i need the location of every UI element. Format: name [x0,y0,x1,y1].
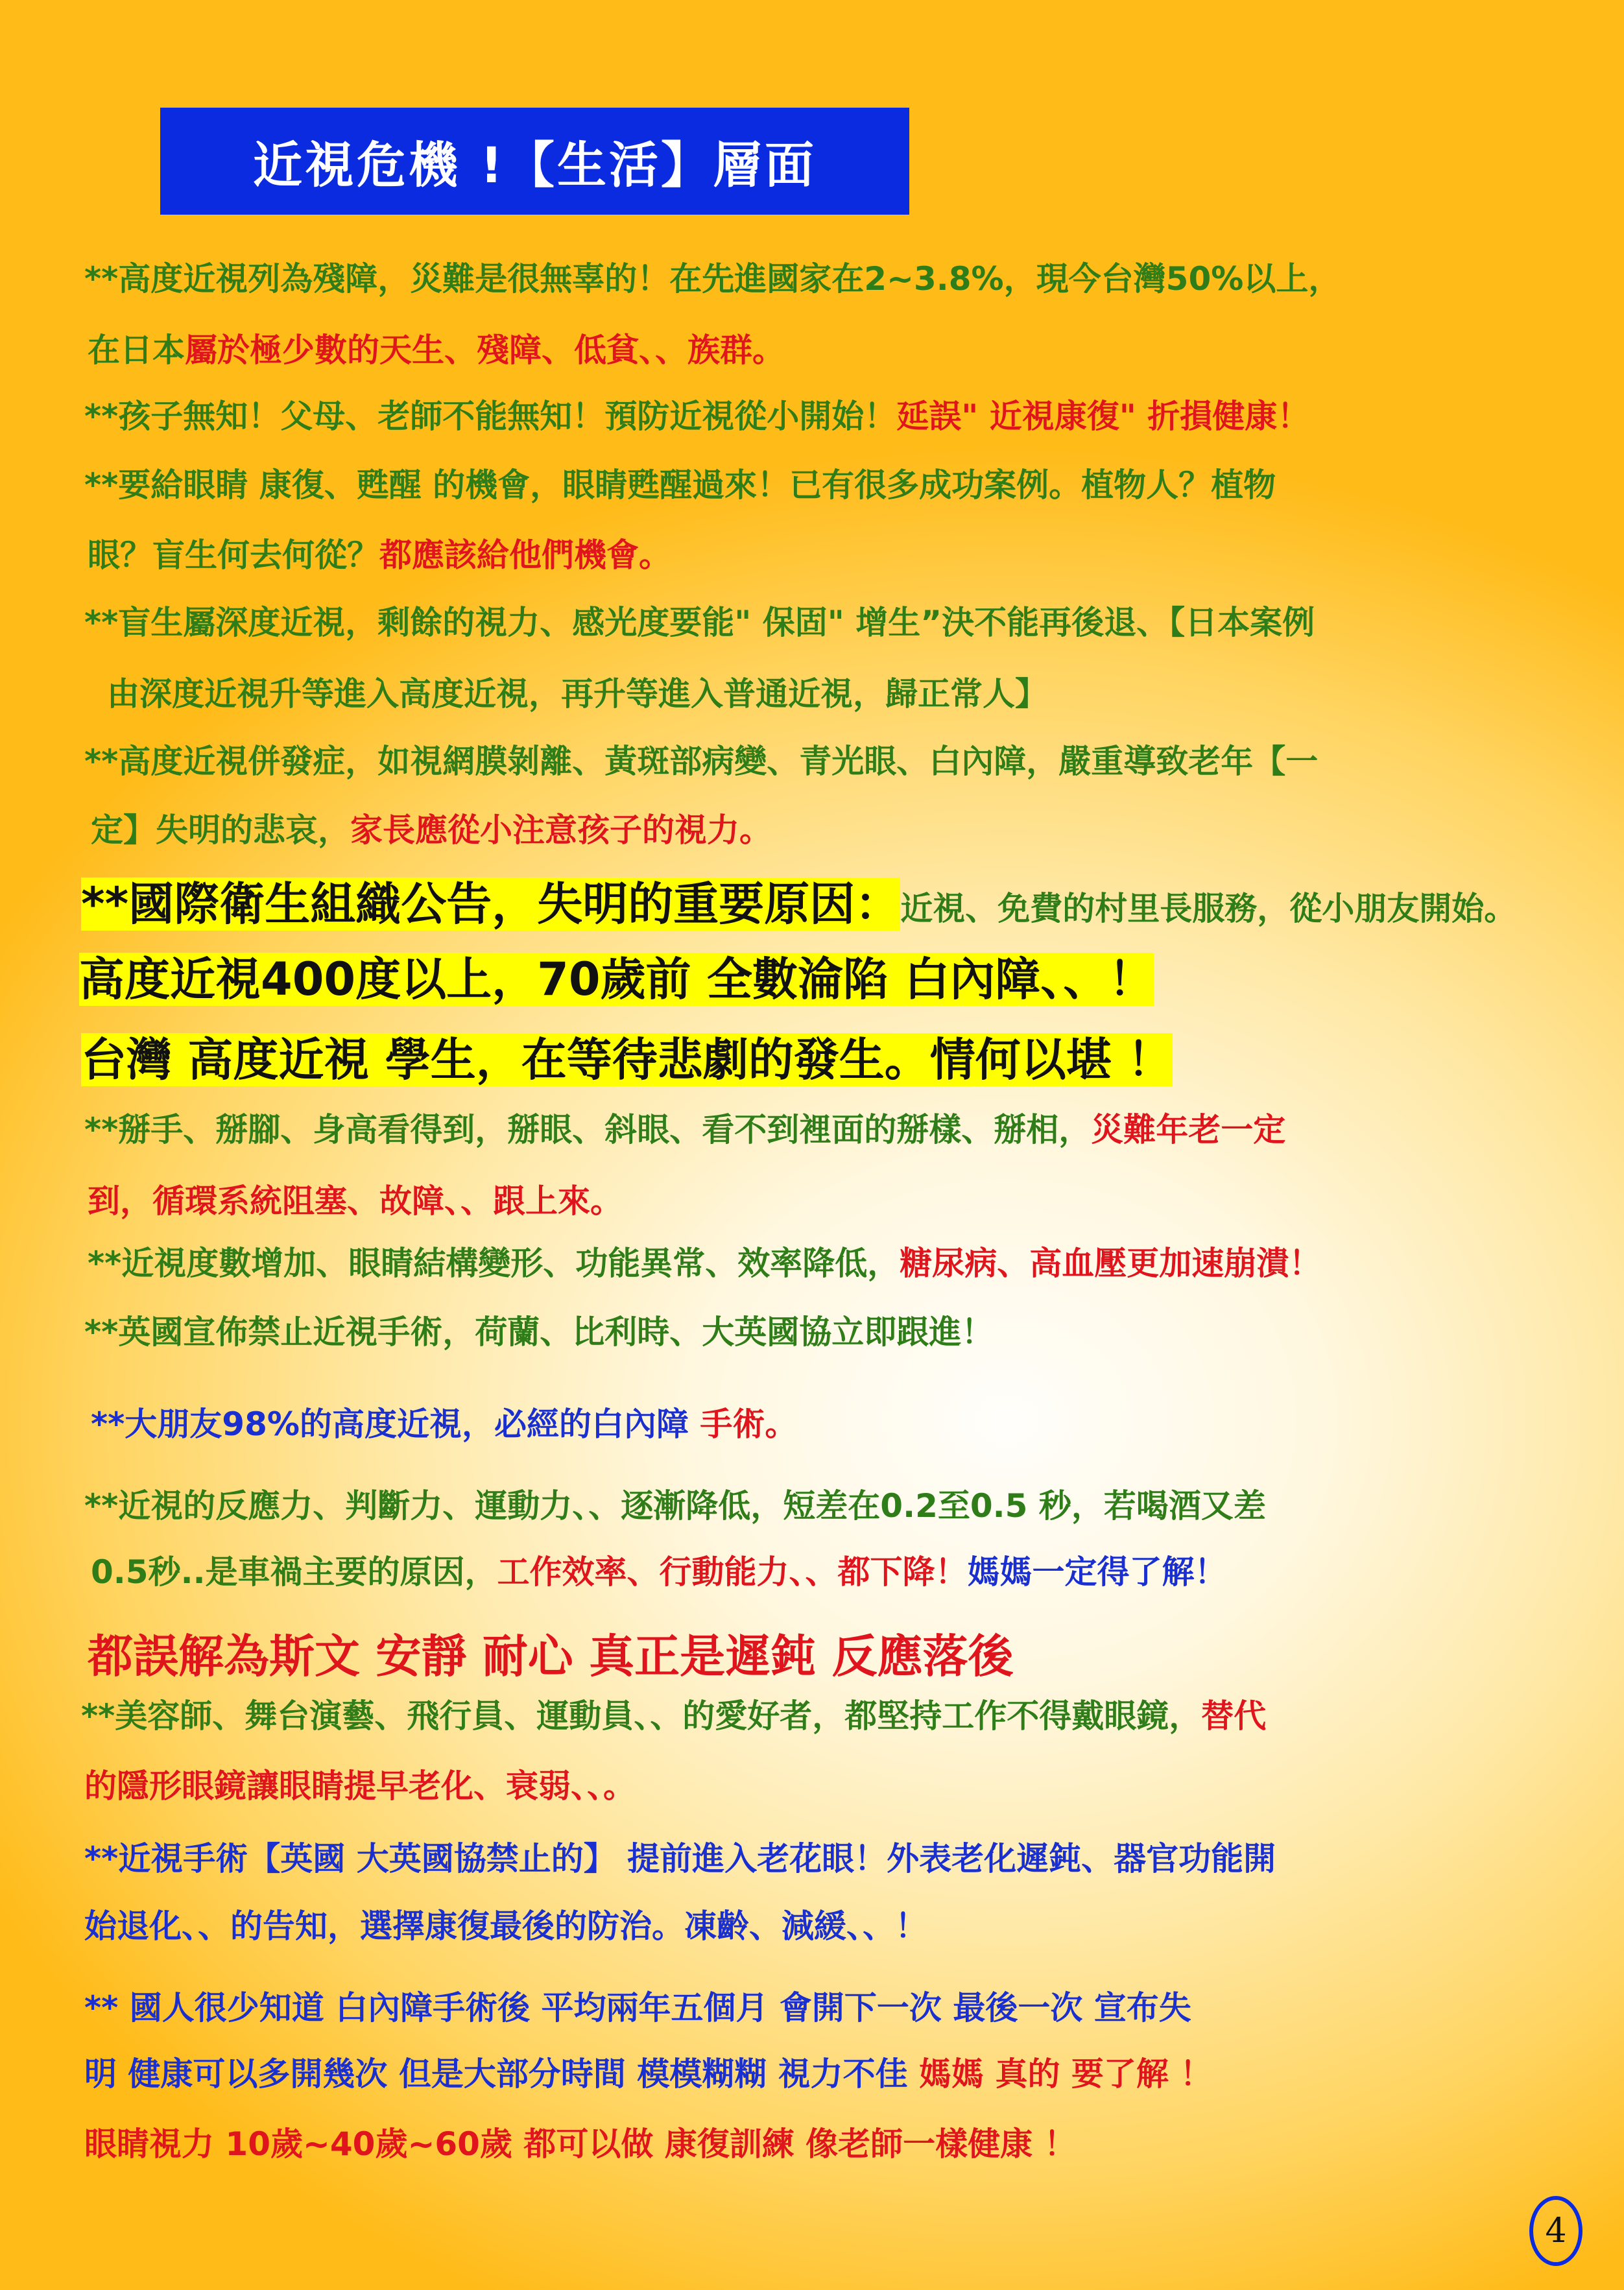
text-segment: **孩子無知！父母、老師不能無知！預防近視從小開始！ [84,398,897,435]
text-line [84,397,1309,436]
text-line [84,1767,636,1806]
text-segment: 近視、免費的村里長服務，從小朋友開始。 [900,890,1517,927]
text-line [81,1032,1173,1087]
text-segment: ** 國人很少知道 白內障手術後 平均兩年五個月 會開下一次 最後一次 宣布失 [84,1989,1191,2027]
page-title: 近視危機 !【生活】層面 [160,108,909,215]
text-segment: 到，循環系統阻塞、故障、、跟上來。 [88,1182,623,1220]
text-line [91,1553,1227,1592]
text-segment: 媽媽 真的 要了解 ！ [919,2055,1213,2093]
text-segment: **近視手術【英國 大英國協禁止的】 提前進入老花眼！外表老化遲鈍、器官功能開 [84,1840,1276,1878]
text-line [84,1313,994,1352]
highlighted-text: 高度近視400度以上，70歲前 全數淪陷 白內障、、！ [79,953,1154,1006]
page-number-badge [1529,2196,1582,2266]
text-segment: 的隱形眼鏡讓眼睛提早老化、衰弱、、。 [84,1767,636,1805]
text-segment: 工作效率、行動能力、、都下降！ [497,1553,968,1591]
text-line [107,674,1047,713]
highlighted-text: **國際衛生組織公告，失明的重要原因： [81,877,901,931]
text-segment: **大朋友98%的高度近視，必經的白內障 [91,1405,700,1443]
text-segment: 由深度近視升等進入高度近視，再升等進入普通近視，歸正常人】 [107,675,1047,713]
text-segment: 都誤解為斯文 安靜 耐心 真正是遲鈍 反應落後 [88,1630,1014,1683]
text-segment: 家長應從小注意孩子的視力。 [350,811,772,849]
text-segment: **美容師、舞台演藝、飛行員、運動員、、的愛好者，都堅持工作不得戴眼鏡， [81,1697,1202,1735]
text-line [81,1697,1266,1735]
highlighted-text: 台灣 高度近視 學生，在等待悲劇的發生。情何以堪 ！ [81,1033,1173,1086]
page-number: 4 [1545,2212,1567,2250]
text-line [84,1907,927,1946]
text-segment: 定】失明的悲哀， [91,811,350,849]
text-line [84,1988,1191,2027]
text-line [91,1405,797,1444]
text-line [81,877,1516,931]
text-line [88,1182,623,1221]
text-segment: **高度近視併發症，如視網膜剝離、黃斑部病變、青光眼、白內障，嚴重導致老年【一 [84,743,1319,780]
text-segment: 災難年老一定 [1091,1111,1286,1149]
text-segment: **英國宣佈禁止近視手術，荷蘭、比利時、大英國協立即跟進！ [84,1313,994,1351]
text-line [88,1244,1321,1283]
text-segment: 都應該給他們機會。 [379,536,671,574]
text-segment: 在日本 [88,331,185,369]
text-segment: **近視的反應力、判斷力、運動力、、逐漸降低，短差在0.2至0.5 秒，若喝酒又差 [84,1487,1266,1525]
text-segment: 屬於極少數的天生、殘障、低貧、、族群。 [185,331,785,369]
text-line [88,1629,1013,1684]
text-segment: 始退化、、的告知，選擇康復最後的防治。凍齡、減緩、、！ [84,1907,927,1945]
text-line [88,536,671,575]
text-line [84,2055,1212,2093]
text-segment: **盲生屬深度近視，剩餘的視力、感光度要能" 保固" 增生”決不能再後退、【日本案例 [84,604,1315,641]
text-line [84,466,1276,505]
text-segment: 0.5秒..是車禍主要的原因， [91,1553,497,1591]
text-segment: **要給眼睛 康復、甦醒 的機會，眼睛甦醒過來！已有很多成功案例。植物人？植物 [84,466,1276,504]
text-line [84,259,1341,298]
text-line [84,603,1315,642]
text-segment: 媽媽一定得了解！ [967,1553,1227,1591]
text-line [84,1110,1285,1149]
text-line [84,742,1318,781]
text-segment: 眼睛視力 10歲~40歲~60歲 都可以做 康復訓練 像老師一樣健康 ！ [84,2125,1077,2163]
text-line [79,952,1154,1007]
text-line [88,331,785,370]
text-segment: **高度近視列為殘障，災難是很無辜的！在先進國家在2~3.8%，現今台灣50%以上， [84,260,1341,298]
text-segment: 延誤" 近視康復" 折損健康！ [896,398,1310,435]
text-segment: 眼？盲生何去何從？ [88,536,379,574]
text-segment: **近視度數增加、眼睛結構變形、功能異常、效率降低， [88,1245,900,1282]
text-line [84,2125,1077,2164]
text-line [84,1486,1266,1525]
text-segment: 糖尿病、高血壓更加速崩潰！ [900,1245,1322,1282]
text-line [91,811,772,850]
text-line [84,1839,1276,1878]
text-segment: 手術。 [700,1405,798,1443]
text-segment: 替代 [1201,1697,1267,1735]
text-segment: **掰手、掰腳、身高看得到，掰眼、斜眼、看不到裡面的掰樣、掰相， [84,1111,1092,1149]
text-segment: 明 健康可以多開幾次 但是大部分時間 模模糊糊 視力不佳 [84,2055,920,2093]
